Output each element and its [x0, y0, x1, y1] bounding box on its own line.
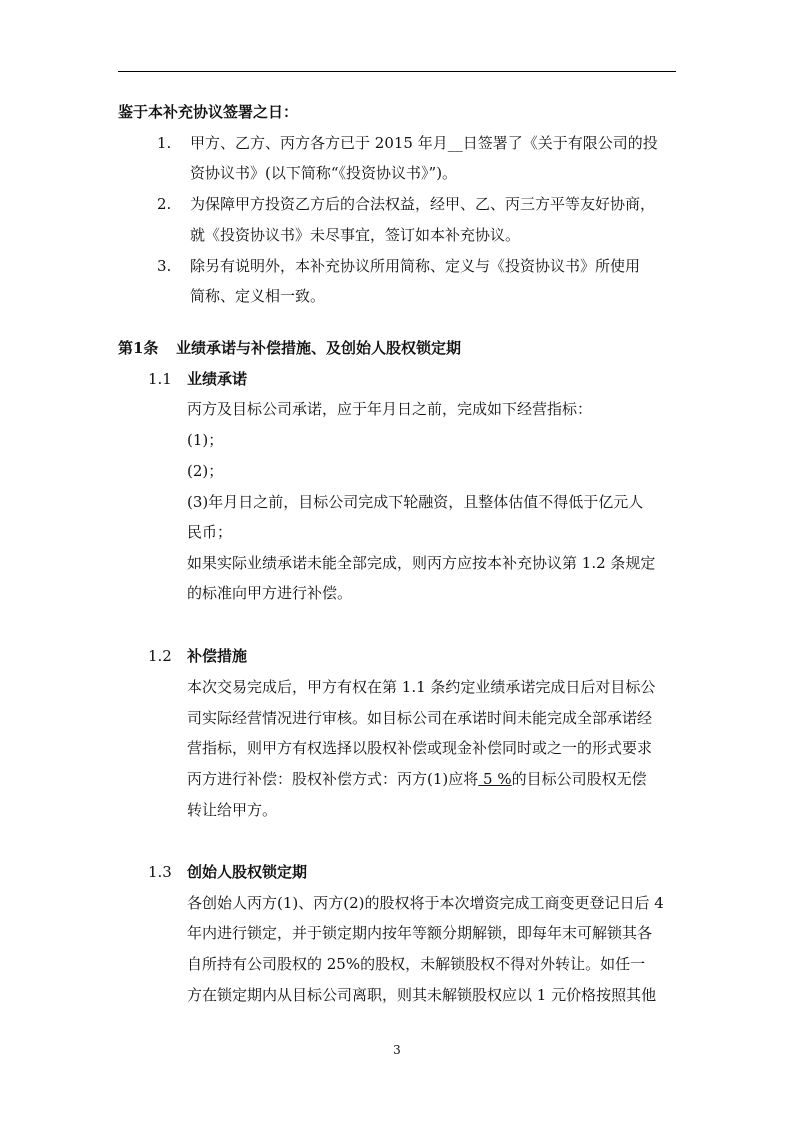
underlined-percent: 5 % — [478, 770, 512, 788]
recital-line: 除另有说明外，本补充协议所用简称、定义与《投资协议书》所使用 — [190, 257, 641, 275]
article-number: 第1条 — [118, 339, 159, 357]
paragraph-line: (1)； — [187, 431, 224, 449]
section-title: 创始人股权锁定期 — [187, 863, 308, 881]
paragraph-line: (2)； — [187, 462, 224, 480]
recital-line: 为保障甲方投资乙方后的合法权益，经甲、乙、丙三方平等友好协商， — [190, 195, 656, 213]
recital-line: 甲方、乙方、丙方各方已于 2015 年月__日签署了《关于有限公司的投 — [190, 134, 658, 152]
paragraph-text: 丙方进行补偿：股权补偿方式：丙方(1)应将 — [187, 770, 479, 788]
paragraph-line: 民币； — [187, 523, 233, 541]
paragraph-line: 方在锁定期内从目标公司离职，则其未解锁股权应以 1 元价格按照其他 — [187, 986, 657, 1004]
section-number: 1.1 — [148, 370, 172, 388]
recital-line: 简称、定义相一致。 — [190, 287, 326, 305]
paragraph-text: 的目标公司股权无偿 — [511, 770, 647, 788]
paragraph-line: 自所持有公司股权的 25%的股权，未解锁股权不得对外转让。如任一 — [187, 955, 646, 973]
page-number: 3 — [393, 1043, 401, 1057]
section-title: 补偿措施 — [187, 647, 248, 665]
paragraph-line: 各创始人丙方(1)、丙方(2)的股权将于本次增资完成工商变更登记日后 4 — [187, 894, 664, 912]
paragraph-line: 如果实际业绩承诺未能全部完成，则丙方应按本补充协议第 1.2 条规定 — [187, 554, 656, 572]
paragraph-line: 丙方及目标公司承诺，应于年月日之前，完成如下经营指标： — [187, 400, 593, 418]
recital-number: 2. — [157, 195, 172, 213]
recital-number: 1. — [157, 134, 172, 152]
section-title: 业绩承诺 — [187, 370, 248, 388]
paragraph-line: 转让给甲方。 — [187, 801, 278, 819]
paragraph-line: 营指标，则甲方有权选择以股权补偿或现金补偿同时或之一的形式要求 — [187, 739, 653, 757]
header-rule — [118, 71, 676, 72]
paragraph-line: 年内进行锁定，并于锁定期内按年等额分期解锁，即每年末可解锁其各 — [187, 924, 653, 942]
paragraph-line: 本次交易完成后，甲方有权在第 1.1 条约定业绩承诺完成日后对目标公 — [187, 678, 656, 696]
article-title: 业绩承诺与补偿措施、及创始人股权锁定期 — [176, 339, 462, 357]
section-number: 1.3 — [148, 863, 172, 881]
paragraph-line — [187, 769, 647, 789]
recital-number: 3. — [157, 257, 172, 275]
recital-line: 资协议书》(以下简称“《投资协议书》”)。 — [190, 164, 458, 182]
intro-heading: 鉴于本补充协议签署之日： — [118, 103, 299, 121]
section-number: 1.2 — [148, 647, 172, 665]
recital-line: 就《投资协议书》未尽事宜，签订如本补充协议。 — [190, 226, 521, 244]
paragraph-line: 的标准向甲方进行补偿。 — [187, 584, 353, 602]
paragraph-line: 司实际经营情况进行审核。如目标公司在承诺时间未能完成全部承诺经 — [187, 709, 653, 727]
paragraph-line: (3)年月日之前，目标公司完成下轮融资，且整体估值不得低于亿元人 — [187, 493, 644, 511]
